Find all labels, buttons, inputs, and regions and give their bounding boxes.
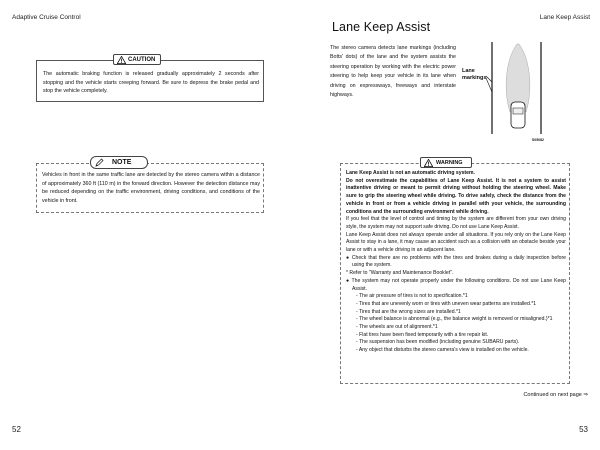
warning-bold-1: Lane Keep Assist is not an automatic driving system. — [346, 170, 475, 176]
warning-para-2: Lane Keep Assist does not always operate under all situations. If you rely only on the Lane Keep Assist to stay in a lane, it may cause an accident such as a collision with an obstacle beside your lane or with a vehicle driving in an adjacent lane. — [346, 231, 566, 254]
caution-label — [113, 54, 161, 65]
caution-text: The automatic braking function is released gradually approximately 2 seconds after stopping and the vehicle starts creeping forward. Be sure to depress the brake pedal and stop the vehicle completely. — [43, 71, 259, 95]
header-left: Adaptive Cruise Control — [12, 14, 81, 21]
note-box — [36, 158, 264, 213]
page-number-right: 53 — [579, 425, 588, 434]
page-number-left: 52 — [12, 425, 21, 434]
pencil-icon — [95, 158, 104, 167]
lane-markings-label-line1: Lane — [462, 68, 475, 74]
warning-dash-item: - Flat tires have been fixed temporarily with a tire repair kit. — [356, 331, 489, 338]
header-right: Lane Keep Assist — [539, 14, 590, 21]
warning-bold-2: Do not overestimate the capabilities of Lane Keep Assist. It is not a system to assist inattentive driving or meant to permit driving without holding the steering wheel. Make sure to grip the steering wheel while driving. To drive safely, check the distance from the vehicle in front or from a vehicle driving in parallel with your vehicle, the surrounding conditions and the surrounding environment while driving. — [346, 177, 566, 215]
warning-dash-item: - The air pressure of tires is not to specification.*1 — [356, 293, 468, 300]
lane-keep-figure — [462, 42, 544, 142]
warning-dash-item: - The wheels are out of alignment.*1 — [356, 324, 438, 331]
warning-triangle-icon — [424, 159, 433, 167]
note-label — [90, 156, 148, 169]
note-text: Vehicles in front in the same traffic lane are detected by the stereo camera within a distance of approximately 360 ft (110 m) in the forward direction. However the detection distance may be reduced depending on the traffic environment, driving conditions, and conditions of the vehicle in front. — [42, 172, 260, 204]
warning-box — [340, 159, 570, 384]
warning-triangle-icon — [117, 56, 126, 64]
warning-dash-item: - Any object that disturbs the stereo camera's view is installed on the vehicle. — [356, 347, 529, 354]
warning-dash-item: - The wheel balance is abnormal (e.g., the balance weight is removed or misaligned.)*1 — [356, 316, 553, 323]
note-label-text: NOTE — [112, 158, 132, 166]
warning-dash-item: - The suspension has been modified (including genuine SUBARU parts). — [356, 339, 520, 346]
lane-markings-label-line2: markings — [462, 75, 487, 81]
warning-dash-item: - Tires that are unevenly worn or tires with uneven wear patterns are installed.*1 — [356, 300, 537, 307]
warning-text — [346, 170, 566, 355]
section-intro: The stereo camera detects lane markings (including Botts' dots) of the lane and the system assists the steering operation by working with the electric power steering to help keep your vehicle in its lane when driving on expressways, freeways and interstate highways. — [330, 45, 456, 99]
caution-label-text: CAUTION — [128, 56, 156, 63]
figure-code: S05082 — [531, 138, 544, 142]
lane-illustration — [462, 42, 544, 134]
lane-markings-label — [462, 68, 486, 82]
warning-label-text: WARNING — [436, 159, 463, 166]
warning-bullet-2: ● The system may not operate properly under the following conditions. Do not use Lane Keep Assist. — [346, 277, 566, 292]
section-title: Lane Keep Assist — [332, 20, 431, 34]
warning-dash-item: - Tires that are the wrong sizes are installed.*1 — [356, 308, 461, 315]
continued-on-next-page: Continued on next page ⇒ — [523, 392, 588, 398]
warning-label — [420, 157, 472, 168]
warning-footnote: * Refer to "Warranty and Maintenance Booklet". — [346, 270, 454, 277]
warning-para-1: If you feel that the level of control and timing by the system are different from your own driving style, the system may not support safe driving. Do not use Lane Keep Assist. — [346, 216, 566, 230]
warning-bullet-1: ● Check that there are no problems with the tires and brakes during a daily inspection before using the system. — [346, 254, 566, 269]
caution-box — [36, 56, 264, 102]
